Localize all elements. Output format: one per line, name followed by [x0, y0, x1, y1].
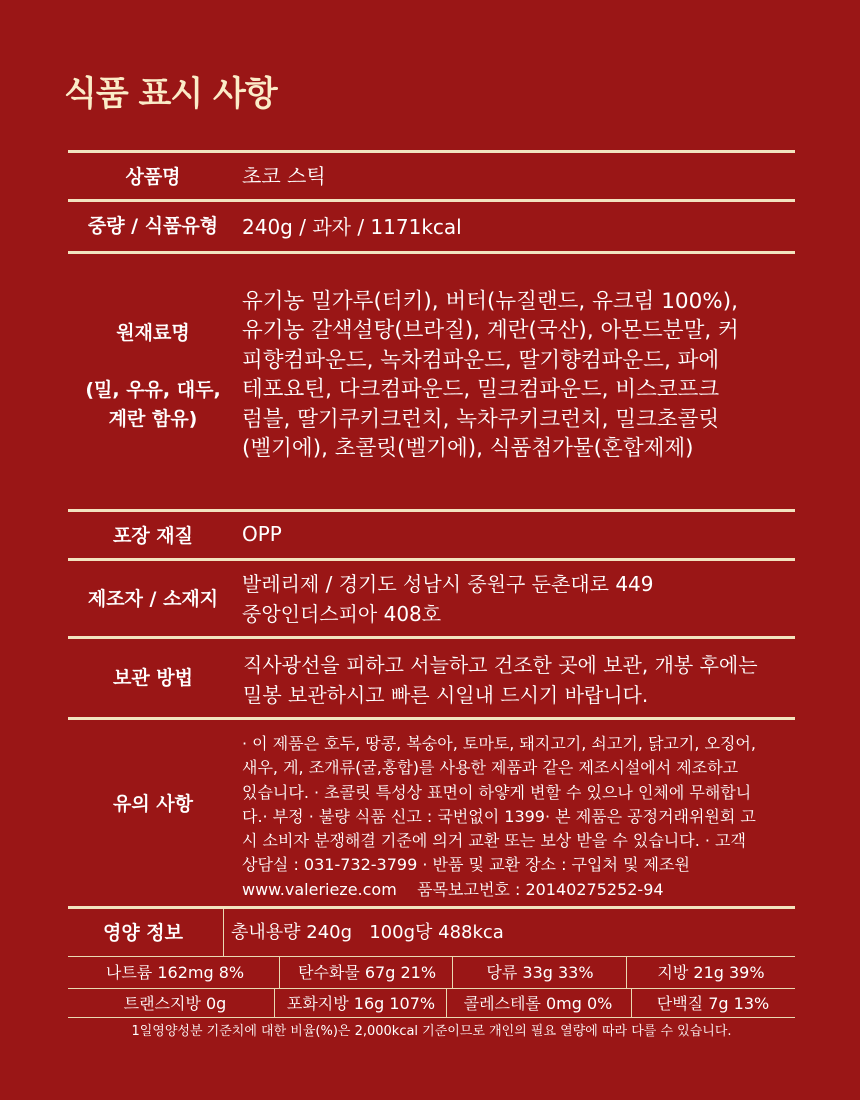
ingredients-line: (벨기에), 초콜릿(벨기에), 식품첨가물(혼합제제) [242, 436, 694, 462]
ingredients-line: 피향컴파운드, 녹차컴파운드, 딸기향컴파운드, 파에 [242, 347, 720, 373]
page-title: 식품 표시 사항 [64, 74, 277, 114]
row-divider [68, 717, 795, 720]
cell-divider [446, 989, 447, 1017]
nutrition-label-divider [223, 909, 224, 956]
storage-label: 보관 방법 [112, 667, 194, 689]
manufacturer-value [242, 569, 790, 629]
caution-label: 유의 사항 [112, 793, 194, 815]
nutrient-trans-fat: 트랜스지방 0g [123, 994, 227, 1013]
row-divider [68, 558, 795, 561]
row-divider [68, 251, 795, 254]
row-divider [68, 199, 795, 202]
caution-line: 다.· 부정 · 불량 식품 신고 : 국번없이 1399· 본 제품은 공정거래위원회 고 [242, 806, 756, 826]
product-name-label: 상품명 [125, 166, 181, 188]
nutrient-fat: 지방 21g 39% [657, 963, 765, 982]
storage-value [243, 650, 803, 710]
table-top-rule [68, 150, 795, 153]
nutrition-label: 영양 정보 [102, 922, 184, 944]
nutrition-divider [68, 1017, 795, 1018]
caution-line: 새우, 게, 조개류(굴,홍합)를 사용한 제품과 같은 제조시설에서 제조하고 [242, 758, 739, 778]
ingredients-line: 유기농 밀가루(터키), 버터(뉴질랜드, 유크림 100%), [242, 289, 738, 314]
caution-value [242, 732, 797, 902]
cell-divider [631, 989, 632, 1017]
storage-line: 밀봉 보관하시고 빠른 시일내 드시기 바랍니다. [243, 683, 649, 707]
cell-divider [279, 957, 280, 988]
nutrient-carbohydrate: 탄수화물 67g 21% [297, 963, 437, 982]
nutrition-divider [68, 988, 795, 989]
manufacturer-label: 제조자 / 소재지 [87, 588, 219, 610]
ingredients-value [242, 287, 794, 463]
ingredients-line: 럼블, 딸기쿠키크런치, 녹차쿠키크런치, 밀크초콜릿 [242, 406, 720, 432]
caution-line: 상담실 : 031-732-3799 · 반품 및 교환 장소 : 구입처 및 제조원 [242, 855, 690, 875]
caution-line: · 이 제품은 호두, 땅콩, 복숭아, 토마토, 돼지고기, 쇠고기, 닭고기, 오징어, [242, 734, 756, 753]
nutrient-protein: 단백질 7g 13% [656, 994, 770, 1013]
row-divider [68, 509, 795, 512]
ingredients-line: 유기농 갈색설탕(브라질), 계란(국산), 아몬드분말, 커 [242, 318, 739, 344]
packaging-value: OPP [242, 522, 282, 546]
caution-line: www.valerieze.com 품목보고번호 : 20140275252-94 [242, 879, 664, 899]
weight-type-label: 중량 / 식품유형 [87, 215, 219, 237]
weight-type-value: 240g / 과자 / 1171kcal [242, 215, 462, 239]
nutrition-footnote: 1일영양성분 기준치에 대한 비율(%)은 2,000kcal 기준이므로 개인의 필요 열량에 따라 다를 수 있습니다. [131, 1024, 732, 1039]
manufacturer-line: 중앙인더스피아 408호 [242, 602, 442, 626]
nutrient-cholesterol: 콜레스테롤 0mg 0% [463, 994, 613, 1013]
packaging-label: 포장 재질 [112, 525, 194, 547]
cell-divider [626, 957, 627, 988]
manufacturer-line: 발레리제 / 경기도 성남시 중원구 둔촌대로 449 [242, 572, 654, 596]
nutrition-divider [68, 956, 795, 957]
row-divider [68, 636, 795, 639]
allergen-note-line-2: 계란 함유) [108, 408, 198, 430]
allergen-note-line-1: (밀, 우유, 대두, [85, 379, 221, 401]
cell-divider [452, 957, 453, 988]
caution-line: 시 소비자 분쟁해결 기준에 의거 교환 또는 보상 받을 수 있습니다. · 고객 [242, 831, 746, 851]
nutrition-top-rule [68, 906, 795, 909]
caution-line: 있습니다. · 초콜릿 특성상 표면이 하얗게 변할 수 있으나 인체에 무해합니 [242, 782, 752, 802]
ingredients-label: 원재료명 [116, 322, 190, 344]
nutrient-saturated-fat: 포화지방 16g 107% [286, 994, 436, 1013]
nutrient-sodium: 나트륨 162mg 8% [105, 963, 245, 982]
product-name-value: 초코 스틱 [242, 164, 326, 188]
storage-line: 직사광선을 피하고 서늘하고 건조한 곳에 보관, 개봉 후에는 [243, 653, 758, 677]
ingredients-line: 테포요틴, 다크컴파운드, 밀크컴파운드, 비스코프크 [242, 377, 720, 403]
cell-divider [274, 989, 275, 1017]
nutrition-summary: 총내용량 240g 100g당 488kca [231, 922, 504, 943]
nutrient-sugar: 당류 33g 33% [486, 963, 594, 982]
